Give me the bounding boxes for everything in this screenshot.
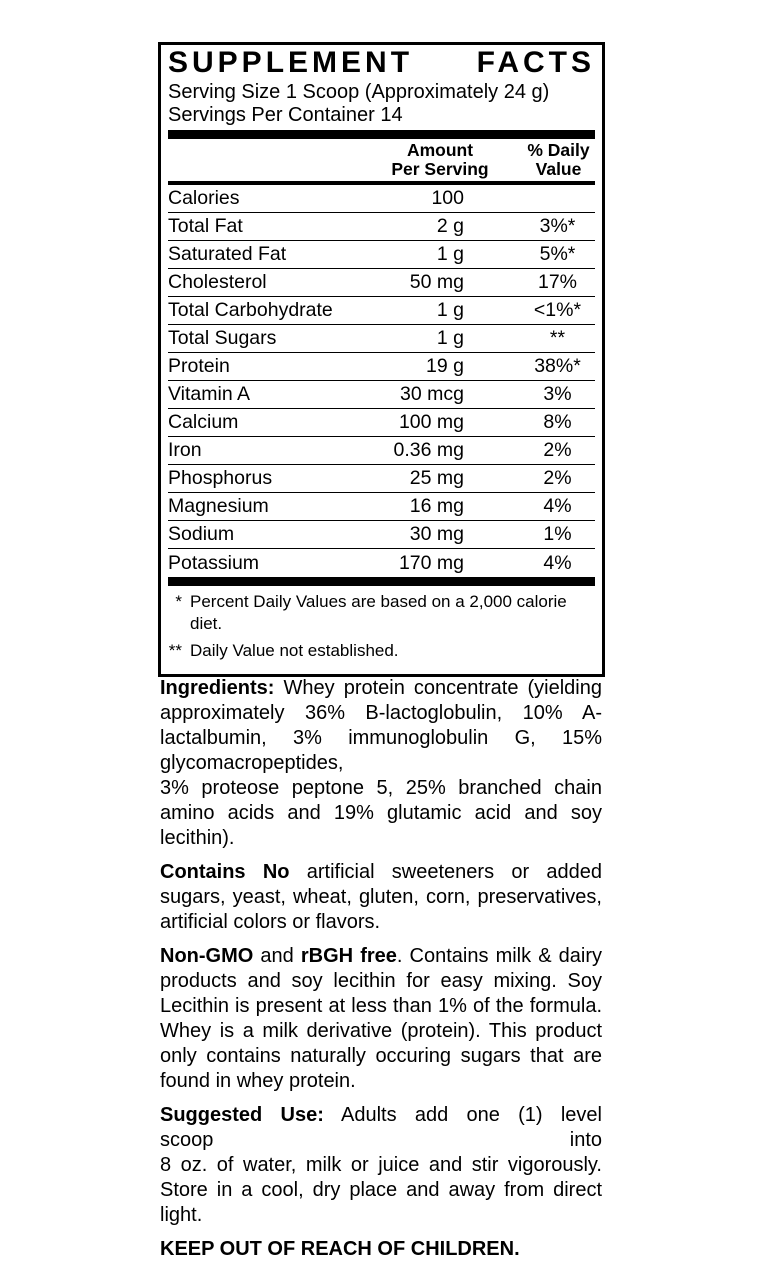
nutrient-amount: 1 g	[436, 327, 464, 349]
text-run: Whey protein concentrate (yielding approximately 36% B-lactoglobulin, 10% A-lactalbumin, 3% immunoglobulin G, 15% glycomacropeptides,	[160, 677, 602, 774]
nutrient-label: Cholesterol	[168, 271, 267, 293]
panel-title-word-supplement: SUPPLEMENT	[168, 46, 414, 79]
nutrient-label: Vitamin A	[168, 383, 251, 405]
bold-text-run: Non-GMO	[160, 945, 254, 967]
nutrient-row	[168, 241, 595, 269]
text-run: . Contains milk & dairy products and soy lecithin for easy mixing. Soy Lecithin is present at less than 1% of the formula. Whey is a milk derivative (protein). This product only contains naturally occuring sugars that are found in whey protein.	[160, 945, 602, 1092]
paragraphs	[160, 676, 602, 1271]
nutrient-amount: 100	[431, 187, 464, 209]
nutrient-label: Iron	[168, 439, 202, 461]
nutrient-amount: 19 g	[426, 355, 464, 377]
daily-value-column-header	[522, 141, 595, 179]
serving-size-line: Serving Size 1 Scoop (Approximately 24 g)	[168, 81, 550, 103]
nutrient-amount: 30 mcg	[400, 383, 464, 405]
nutrient-amount: 0.36 mg	[393, 439, 464, 461]
nutrient-daily-value: **	[549, 327, 566, 349]
nutrient-row	[168, 213, 595, 241]
text-run: 8 oz. of water, milk or juice and stir vigorously. Store in a cool, dry place and away from direct light.	[160, 1154, 602, 1226]
nutrient-row	[168, 493, 595, 521]
footnote-marker: *	[175, 592, 182, 611]
thick-divider-top	[168, 130, 595, 139]
nutrient-label: Calories	[168, 187, 240, 209]
panel-title	[168, 47, 595, 79]
nutrition-rows	[168, 185, 595, 577]
nutrient-daily-value: <1%*	[533, 299, 582, 321]
bold-text-run: Suggested Use:	[160, 1104, 324, 1126]
nutrient-daily-value: 8%	[543, 411, 572, 433]
nutrient-row	[168, 409, 595, 437]
panel-title-word-facts: FACTS	[476, 46, 595, 79]
footnote	[168, 640, 595, 662]
nutrient-label: Saturated Fat	[168, 243, 287, 265]
nutrient-amount: 1 g	[436, 243, 464, 265]
ingredients-paragraph	[160, 676, 602, 851]
thick-divider-bottom	[168, 577, 595, 586]
bold-text-run: rBGH free	[300, 945, 397, 967]
nutrient-daily-value: 2%	[543, 467, 572, 489]
text-run: and	[253, 945, 301, 967]
nutrient-amount: 30 mg	[409, 523, 464, 545]
nutrient-daily-value: 1%	[543, 523, 572, 545]
bold-text-run: Ingredients:	[160, 677, 275, 699]
nutrient-row	[168, 521, 595, 549]
spread-word: scoop	[160, 1129, 214, 1151]
nutrient-amount: 2 g	[436, 215, 464, 237]
dv-header-line2: Value	[535, 159, 582, 179]
nutrient-label: Phosphorus	[168, 467, 273, 489]
nutrient-row	[168, 185, 595, 213]
nutrient-label: Calcium	[168, 411, 239, 433]
servings-per-container-line: Servings Per Container 14	[168, 104, 403, 126]
footnote-marker: **	[168, 641, 182, 660]
nutrient-row	[168, 381, 595, 409]
nutrient-daily-value: 4%	[543, 495, 572, 517]
nutrient-label: Potassium	[168, 551, 260, 574]
nutrient-row	[168, 465, 595, 493]
footnote	[168, 591, 595, 634]
table-header-row	[168, 139, 595, 181]
nutrient-amount: 170 mg	[398, 551, 464, 574]
nutrient-daily-value: 5%*	[539, 243, 576, 265]
nutrient-label: Total Fat	[168, 215, 243, 237]
bold-text-run: KEEP OUT OF REACH OF CHILDREN.	[160, 1238, 520, 1260]
suggested-use-paragraph	[160, 1103, 602, 1228]
nutrient-row	[168, 269, 595, 297]
nutrient-row	[168, 353, 595, 381]
bold-text-run: Contains No	[160, 861, 290, 883]
text-run: 3% proteose peptone 5, 25% branched chain amino acids and 19% glutamic acid and soy lecithin).	[160, 777, 602, 849]
warning-paragraph	[160, 1237, 602, 1262]
footnotes	[168, 586, 595, 674]
amount-header-line2: Per Serving	[391, 159, 489, 179]
nutrient-daily-value: 3%	[543, 383, 572, 405]
amount-header-line1: Amount	[406, 140, 474, 160]
nutrient-label: Sodium	[168, 523, 235, 545]
nutrient-amount: 100 mg	[398, 411, 464, 433]
supplement-facts-panel	[158, 42, 605, 677]
nutrient-amount: 1 g	[436, 299, 464, 321]
non-gmo-paragraph	[160, 944, 602, 1094]
nutrient-row	[168, 549, 595, 577]
nutrient-label: Total Sugars	[168, 327, 277, 349]
nutrient-daily-value: 3%*	[539, 215, 576, 237]
nutrient-row	[168, 325, 595, 353]
nutrient-amount: 50 mg	[409, 271, 464, 293]
nutrient-row	[168, 297, 595, 325]
spread-word: into	[569, 1129, 602, 1151]
spread-line	[160, 1128, 602, 1153]
nutrient-label: Magnesium	[168, 495, 269, 517]
nutrient-daily-value: 2%	[543, 439, 572, 461]
nutrient-label: Protein	[168, 355, 230, 377]
nutrient-row	[168, 437, 595, 465]
nutrient-daily-value: 17%	[537, 271, 578, 293]
nutrient-daily-value: 4%	[543, 551, 572, 574]
contains-no-paragraph	[160, 860, 602, 935]
amount-column-header	[358, 141, 522, 179]
nutrient-amount: 16 mg	[409, 495, 464, 517]
text-run: Adults add one (1) level	[323, 1104, 602, 1126]
nutrient-label: Total Carbohydrate	[168, 299, 333, 321]
footnote-text: Percent Daily Values are based on a 2,000 calorie diet.	[190, 592, 567, 633]
footnote-text: Daily Value not established.	[190, 641, 399, 660]
nutrient-daily-value: 38%*	[534, 355, 581, 377]
text-run: artificial sweeteners or added sugars, yeast, wheat, gluten, corn, preservatives, artificial colors or flavors.	[160, 861, 602, 933]
nutrient-amount: 25 mg	[409, 467, 464, 489]
dv-header-line1: % Daily	[527, 140, 590, 160]
